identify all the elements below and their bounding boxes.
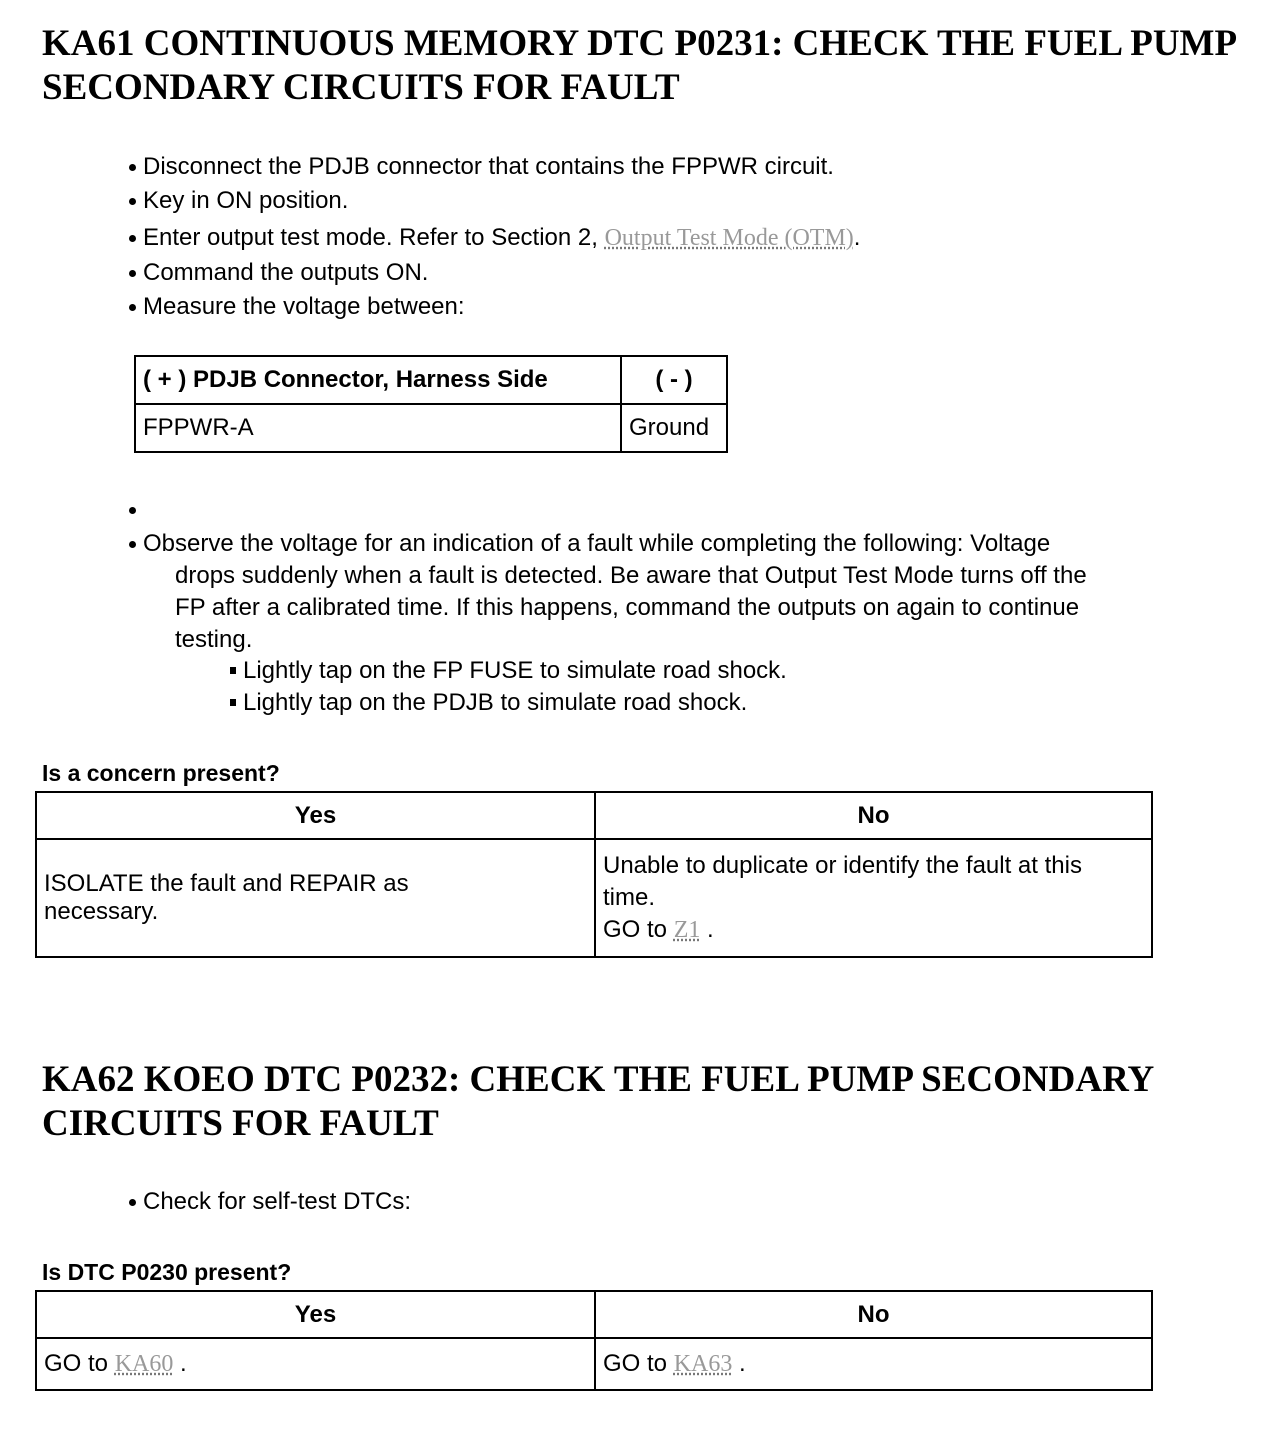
step: Key in ON position.	[143, 185, 348, 217]
answer-table-1	[35, 791, 1153, 958]
bullet-icon	[129, 270, 136, 277]
header-yes: Yes	[36, 792, 595, 839]
cell-no: Unable to duplicate or identify the fault at this time. GO to Z1 .	[595, 839, 1152, 957]
header-negative: ( - )	[621, 356, 727, 404]
step: Measure the voltage between:	[143, 291, 465, 323]
cell-no: GO to KA63 .	[595, 1338, 1152, 1390]
otm-link[interactable]: Output Test Mode (OTM)	[604, 225, 854, 251]
bullet-icon	[129, 1199, 136, 1206]
step-observe-line: testing.	[175, 626, 253, 653]
bullet-icon	[129, 541, 136, 548]
header-no: No	[595, 1291, 1152, 1338]
cell-ground: Ground	[621, 404, 727, 452]
step: Disconnect the PDJB connector that contains the FPPWR circuit.	[143, 151, 834, 183]
square-bullet-icon	[230, 699, 236, 706]
header-yes: Yes	[36, 1291, 595, 1338]
step: Enter output test mode. Refer to Section 2, Output Test Mode (OTM).	[143, 222, 860, 254]
step-observe-line: drops suddenly when a fault is detected. Be aware that Output Test Mode turns off the	[175, 562, 1087, 589]
question-concern: Is a concern present?	[42, 760, 280, 786]
substep: Lightly tap on the PDJB to simulate road shock.	[243, 687, 747, 719]
bullet-icon	[129, 304, 136, 311]
step-observe-line: FP after a calibrated time. If this happens, command the outputs on again to continue	[175, 594, 1080, 621]
header-no: No	[595, 792, 1152, 839]
step: Command the outputs ON.	[143, 257, 428, 289]
step-observe: Observe the voltage for an indication of a fault while completing the following: Voltage	[143, 528, 1050, 560]
answer-table-2	[35, 1290, 1153, 1391]
bullet-icon	[129, 235, 136, 242]
header-positive: ( + ) PDJB Connector, Harness Side	[135, 356, 621, 404]
measure-table	[134, 355, 728, 453]
section-title-ka61: KA61 CONTINUOUS MEMORY DTC P0231: CHECK THE FUEL PUMP SECONDARY CIRCUITS FOR FAULT	[42, 23, 1236, 108]
ka60-link[interactable]: KA60	[114, 1351, 174, 1377]
cell-pin: FPPWR-A	[135, 404, 621, 452]
step: Check for self-test DTCs:	[143, 1186, 411, 1218]
section-title-ka62: KA62 KOEO DTC P0232: CHECK THE FUEL PUMP SECONDARY CIRCUITS FOR FAULT	[42, 1059, 1153, 1144]
bullet-icon	[129, 164, 136, 171]
z1-link[interactable]: Z1	[673, 917, 701, 943]
question-dtc: Is DTC P0230 present?	[42, 1259, 292, 1285]
square-bullet-icon	[230, 667, 236, 674]
cell-yes: GO to KA60 .	[36, 1338, 595, 1390]
bullet-icon	[129, 198, 136, 205]
substep: Lightly tap on the FP FUSE to simulate road shock.	[243, 655, 787, 687]
bullet-icon	[129, 507, 136, 514]
ka63-link[interactable]: KA63	[673, 1351, 733, 1377]
cell-yes: ISOLATE the fault and REPAIR as necessary.	[36, 839, 595, 957]
